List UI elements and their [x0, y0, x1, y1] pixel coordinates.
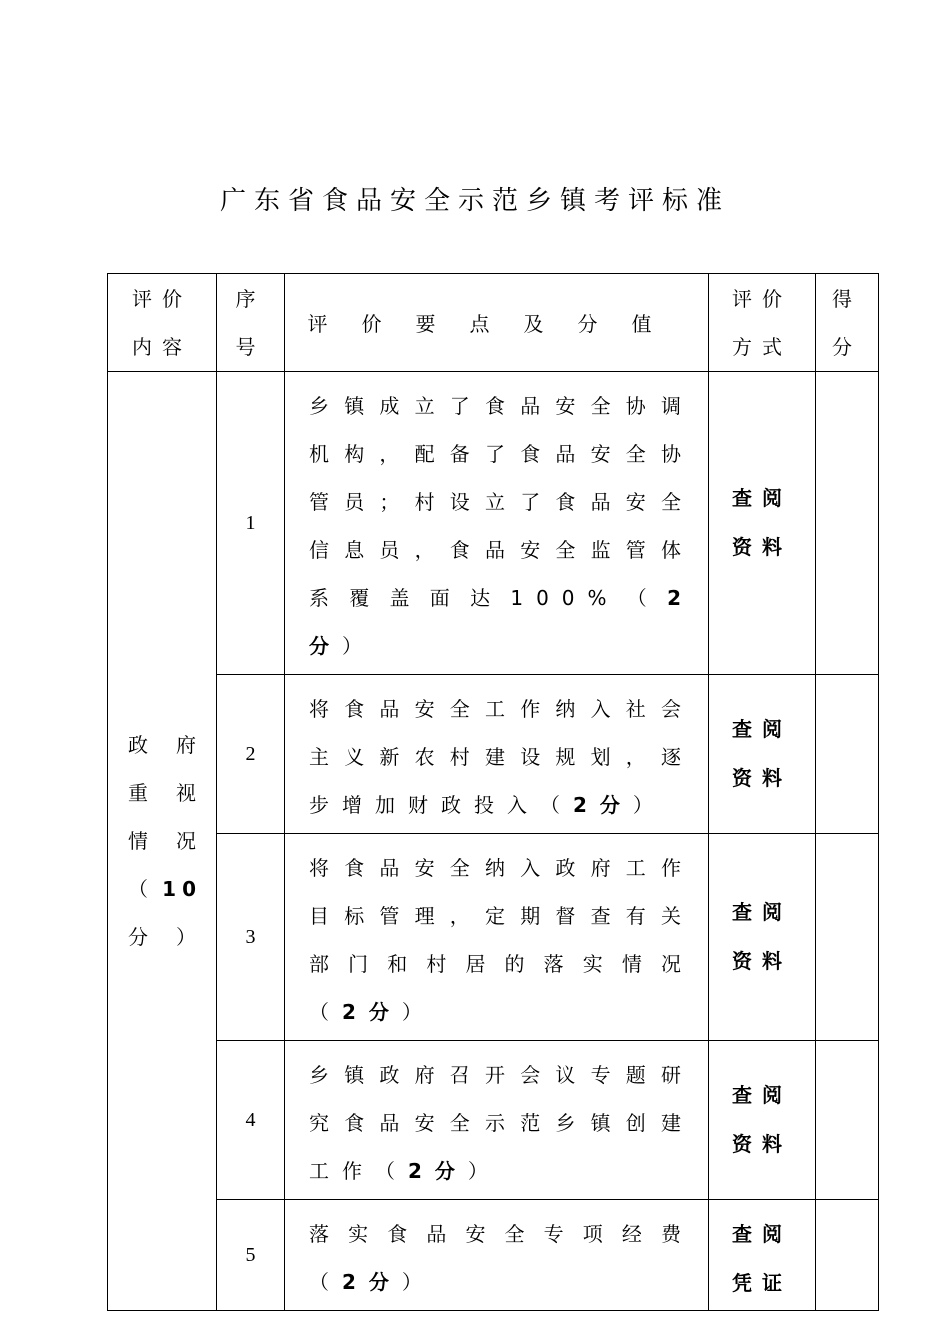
category-line2: 重 视	[128, 781, 202, 805]
row-score-cell	[816, 1041, 879, 1200]
row-points-text	[285, 1200, 709, 1311]
row-points-text	[285, 675, 709, 834]
document-title: 广东省食品安全示范乡镇考评标准	[219, 186, 730, 216]
row-method-line2: 资料	[732, 1132, 792, 1156]
evaluation-table	[107, 273, 879, 1311]
row-text: 乡镇政府召开会议专题研究食品安全示范乡镇创建工作（	[309, 1063, 694, 1183]
table-row	[108, 372, 879, 675]
table-row	[108, 834, 879, 1041]
header-category	[108, 274, 217, 372]
row-text: 落实食品安全专项经费（	[309, 1222, 694, 1294]
row-points-text	[285, 1041, 709, 1200]
header-method	[709, 274, 816, 372]
category-open-paren: （	[128, 877, 163, 901]
row-score: 2分	[408, 1159, 468, 1183]
header-score	[816, 274, 879, 372]
header-category-line1: 评价	[132, 286, 192, 311]
row-score: 2分	[309, 586, 694, 658]
header-seq	[217, 274, 285, 372]
header-seq-line1: 序	[235, 286, 266, 311]
category-points: 10	[162, 877, 202, 901]
row-close-paren: ）	[401, 1270, 435, 1294]
row-method	[709, 834, 816, 1041]
category-cell	[108, 372, 217, 1311]
row-method-line2: 资料	[732, 535, 792, 559]
header-method-line1: 评价	[732, 286, 792, 311]
category-line4	[128, 865, 202, 913]
row-text: 将食品安全纳入政府工作目标管理，定期督查有关部门和村居的落实情况（	[309, 856, 694, 1024]
row-method-line2: 资料	[732, 766, 792, 790]
row-method-line1: 查阅	[732, 1083, 792, 1107]
row-method-line1: 查阅	[732, 486, 792, 510]
table-row	[108, 1041, 879, 1200]
header-score-line1: 得	[832, 286, 862, 311]
category-line3: 情 况	[128, 829, 202, 853]
row-score: 2分	[342, 1270, 402, 1294]
row-text: 乡镇成立了食品安全协调机构，配备了食品安全协管员；村设立了食品安全信息员，食品安全监管体系覆盖面达100%（	[309, 394, 694, 610]
row-points-text	[285, 834, 709, 1041]
category-line5: 分）	[128, 925, 202, 949]
row-seq: 2	[217, 675, 285, 834]
row-close-paren: ）	[467, 1159, 501, 1183]
row-close-paren: ）	[401, 1000, 435, 1024]
row-seq: 4	[217, 1041, 285, 1200]
row-method	[709, 675, 816, 834]
row-seq: 5	[217, 1200, 285, 1311]
row-seq: 1	[217, 372, 285, 675]
row-close-paren: ）	[342, 634, 375, 658]
row-points-text	[285, 372, 709, 675]
header-category-line2: 内容	[132, 334, 192, 359]
table-header-row	[108, 274, 879, 372]
table-row	[108, 1200, 879, 1311]
row-method-line2: 资料	[732, 949, 792, 973]
header-method-line2: 方式	[732, 334, 792, 359]
header-seq-line2: 号	[235, 334, 266, 359]
row-method-line2: 凭证	[732, 1271, 792, 1295]
row-score-cell	[816, 372, 879, 675]
row-close-paren: ）	[632, 793, 666, 817]
row-seq: 3	[217, 834, 285, 1041]
row-method-line1: 查阅	[732, 717, 792, 741]
row-score-cell	[816, 834, 879, 1041]
category-line1: 政 府	[128, 733, 202, 757]
row-score: 2分	[342, 1000, 402, 1024]
header-points: 评价要点及分值	[285, 274, 709, 372]
row-method-line1: 查阅	[732, 1222, 792, 1246]
row-score-cell	[816, 675, 879, 834]
table-row	[108, 675, 879, 834]
row-score-cell	[816, 1200, 879, 1311]
row-method	[709, 1041, 816, 1200]
row-method	[709, 1200, 816, 1311]
row-method-line1: 查阅	[732, 900, 792, 924]
row-method	[709, 372, 816, 675]
header-score-line2: 分	[832, 334, 862, 359]
row-score: 2分	[573, 793, 633, 817]
row-text: 将食品安全工作纳入社会主义新农村建设规划，逐步增加财政投入（	[309, 697, 694, 817]
